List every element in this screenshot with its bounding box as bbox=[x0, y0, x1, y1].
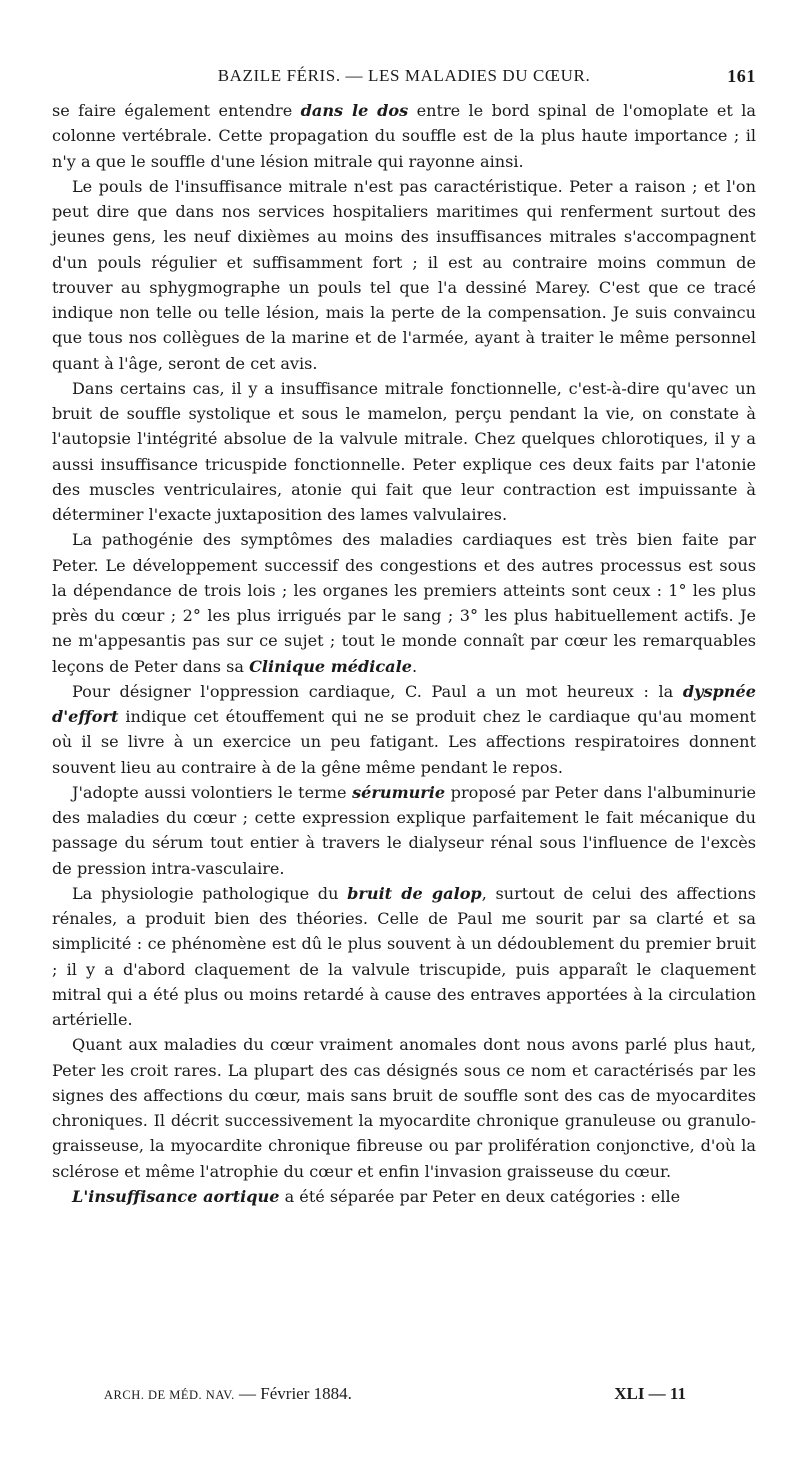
running-head-title: BAZILE FÉRIS. — LES MALADIES DU CŒUR. bbox=[217, 66, 591, 85]
paragraph bbox=[52, 881, 756, 1033]
paragraph bbox=[52, 679, 756, 780]
footer-citation bbox=[104, 1384, 352, 1404]
text-run: Quant aux maladies du cœur vraiment anomales dont nous avons parlé plus haut, Peter les croit rares. La plupart des cas désignés sous ce nom et caractérisés par les signes des affections du cœur, mais sans bruit de souffle sont des cas de myocardites chroniques. Il décrit successivement la myocardite chronique granuleuse ou granulo-graisseuse, la myocardite chronique fibreuse ou par prolifération conjonctive, d'où la sclérose et même l'atrophie du cœur et enfin l'invasion graisseuse du cœur. bbox=[52, 1035, 756, 1181]
paragraph bbox=[52, 98, 756, 174]
page-number: 161 bbox=[727, 66, 756, 86]
text-run: proposé par Peter dans l'albuminurie des maladies du cœur ; cette expression explique parfaitement le fait mécanique du passage du sérum tout entier à travers le dialyseur rénal sous l'influence de l'excès de pression intra-vasculaire. bbox=[52, 782, 756, 878]
italic-term: dans le dos bbox=[300, 101, 409, 120]
italic-term: L'insuffisance aortique bbox=[72, 1186, 280, 1206]
text-run: J'adopte aussi volontiers le terme bbox=[72, 782, 353, 802]
text-run: a été séparée par Peter en deux catégories : elle bbox=[279, 1186, 681, 1206]
text-run: se faire également entendre bbox=[52, 101, 301, 120]
running-head bbox=[52, 64, 756, 92]
text-run: La pathogénie des symptômes des maladies cardiaques est très bien faite par Peter. Le développement successif des congestions et des autres processus est sous la dépendance de trois lois ; les organes les premiers atteints sont ceux : 1° les plus près du cœur ; 2° les plus irrigués par le sang ; 3° les plus habituellement actifs. Je ne m'appesantis pas sur ce sujet ; tout le monde connaît par cœur les remarquables leçons de Peter dans sa bbox=[52, 530, 756, 676]
page-footer bbox=[52, 1384, 756, 1410]
paragraph bbox=[52, 376, 756, 528]
text-run: . bbox=[411, 656, 418, 676]
text-run: entre le bord spinal de l'omoplate et la colonne vertébrale. Cette propagation du souffle est de la plus haute importance ; il n'y a que le souffle d'une lésion mitrale qui rayonne ainsi. bbox=[52, 101, 757, 171]
footer-date: — Février 1884. bbox=[239, 1384, 352, 1403]
footer-signature: XLI — 11 bbox=[614, 1384, 686, 1403]
text-run: indique cet étouffement qui ne se produit chez le cardiaque qu'au moment où il se livre à un exercice un peu fatigant. Les affections respiratoires donnent souvent lieu au contraire à de la gêne même pendant le repos. bbox=[52, 707, 756, 777]
italic-term: bruit de galop bbox=[347, 883, 482, 903]
italic-term: Clinique médicale bbox=[249, 656, 412, 676]
italic-term: sérumurie bbox=[352, 782, 446, 802]
text-run: Dans certains cas, il y a insuffisance mitrale fonctionnelle, c'est-à-dire qu'avec un bruit de souffle systolique et sous le mamelon, perçu pendant la vie, on constate à l'autopsie l'intégrité absolue de la valvule mitrale. Chez quelques chlorotiques, il y a aussi insuffisance tricuspide fonctionnelle. Peter explique ces deux faits par l'atonie des muscles ventriculaires, atonie qui fait que leur contraction est impuissante à déterminer l'exacte juxtaposition des lames valvulaires. bbox=[52, 378, 756, 524]
body-text bbox=[52, 98, 756, 1209]
text-run: , surtout de celui des affections rénales, a produit bien des théories. Celle de Paul me sourit par sa clarté et sa simplicité : ce phénomène est dû le plus souvent à un dédoublement du premier bruit ; il y a d'abord claquement de la valvule triscupide, puis apparaît le claquement mitral qui a été plus ou moins retardé à cause des entraves apportées à la circulation artérielle. bbox=[52, 883, 756, 1029]
paragraph bbox=[52, 174, 756, 376]
footer-journal: ARCH. DE MÉD. NAV. bbox=[104, 1388, 235, 1402]
text-run: La physiologie pathologique du bbox=[72, 883, 348, 903]
italic-term: dyspnée d'effort bbox=[52, 681, 756, 726]
text-run: Le pouls de l'insuffisance mitrale n'est pas caractéristique. Peter a raison ; et l'on peut dire que dans nos services hospitaliers maritimes qui renferment surtout des jeunes gens, les neuf dixièmes au moins des insuffisances mitrales s'accompagnent d'un pouls régulier et suffisamment fort ; il est au contraire moins commun de trouver au sphygmographe un pouls tel que l'a dessiné Marey. C'est que ce tracé indique non telle ou telle lésion, mais la perte de la compensation. Je suis convaincu que tous nos collègues de la marine et de l'armée, ayant à traiter le même personnel quant à l'âge, seront de cet avis. bbox=[52, 176, 756, 373]
document-page bbox=[52, 64, 756, 1209]
paragraph bbox=[52, 1032, 756, 1184]
paragraph bbox=[52, 1184, 756, 1209]
text-run: Pour désigner l'oppression cardiaque, C. Paul a un mot heureux : la bbox=[72, 681, 683, 701]
paragraph bbox=[52, 780, 756, 881]
paragraph bbox=[52, 527, 756, 679]
